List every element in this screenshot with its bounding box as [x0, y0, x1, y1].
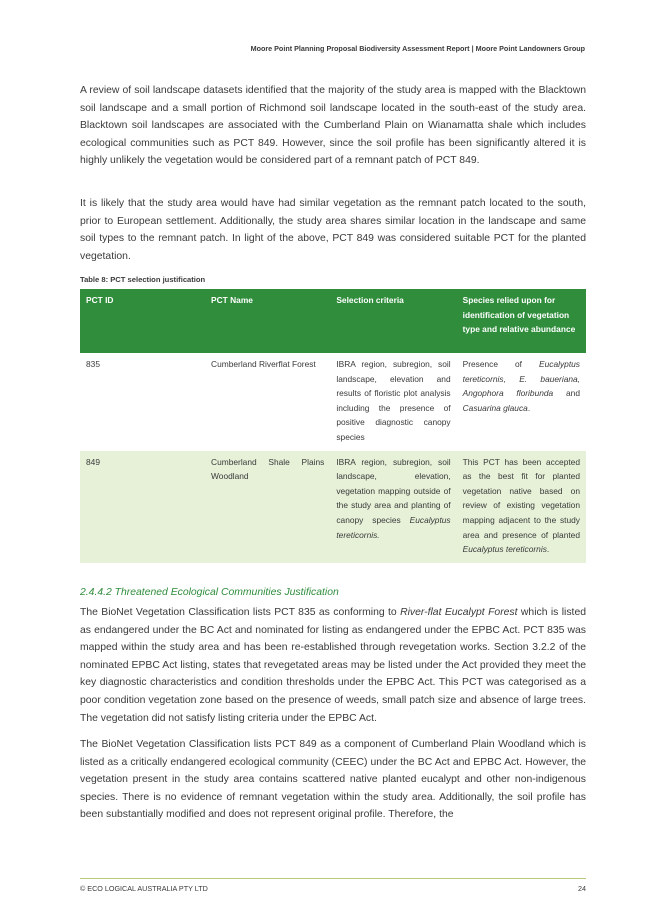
- species-name-italic: Eucalyptus tereticornis: [462, 544, 547, 555]
- cell-selection-criteria: IBRA region, subregion, soil landscape, elevation and results of floristic plot analysis including the presence of positive diagnostic canopy species: [330, 353, 456, 451]
- table-row: [80, 451, 586, 563]
- community-name-italic: River-flat Eucalypt Forest: [400, 607, 518, 618]
- pct-selection-table: [80, 289, 586, 563]
- section-subheading: 2.4.4.2 Threatened Ecological Communities Justification: [80, 587, 339, 598]
- criteria-text: IBRA region, subregion, soil landscape, elevation, vegetation mapping outside of the study area and planting of canopy species: [336, 456, 451, 525]
- criteria-species-italic: Eucalyptus tereticornis.: [336, 514, 451, 540]
- cell-pct-name: Cumberland Shale Plains Woodland: [205, 451, 330, 563]
- cell-pct-id: 835: [80, 353, 205, 451]
- paragraph-text: which is listed as endangered under the BC Act and nominated for listing as endangered under the EPBC Act. PCT 835 was mapped within the study area and has been re-established through revegetation works. Section 3.2.2 of the nominated EPBC Act listing, states that revegetated areas may be listed under the Act provided they meet the key diagnostic characteristics and condition thresholds under the EPBC Act. This PCT was categorised as a poor condition vegetation zone based on the presence of weeds, small patch size and absence of large trees. The vegetation did not satisfy listing criteria under the EPBC Act.: [80, 607, 586, 724]
- paragraph-soil-landscape: A review of soil landscape datasets identified that the majority of the study area is mapped with the Blacktown soil landscape and a small portion of Richmond soil landscape located in the south-east of the study area. Blacktown soil landscapes are associated with the Cumberland Plain on Wianamatta shale which includes ecological communities such as PCT 849. However, since the soil profile has been significantly altered it is highly unlikely the vegetation would be considered part of a remnant patch of PCT 849.: [80, 85, 586, 167]
- species-name-italic: Casuarina glauca: [462, 402, 528, 413]
- footer-copyright: © ECO LOGICAL AUSTRALIA PTY LTD: [80, 884, 208, 893]
- species-text: and: [553, 388, 580, 399]
- page-number: 24: [578, 884, 586, 893]
- cell-selection-criteria: [330, 451, 456, 563]
- running-header: Moore Point Planning Proposal Biodiversity Assessment Report | Moore Point Landowners Group: [250, 44, 585, 53]
- species-text: This PCT has been accepted as the best fit for planted vegetation native based on review of existing vegetation mapping adjacent to the study area and presence of planted: [462, 456, 580, 540]
- species-text: .: [546, 544, 550, 555]
- species-text: Presence of: [462, 359, 540, 369]
- paragraph-pct-suitability: It is likely that the study area would have had similar vegetation as the remnant patch located to the south, prior to European settlement. Additionally, the study area shares similar location in the landscape and same soil types to the remnant patch. In light of the above, PCT 849 was considered suitable PCT for the planted vegetation.: [80, 198, 586, 262]
- table-row: [80, 353, 586, 451]
- species-names-italic: Eucalyptus tereticornis, E. baueriana, Angophora floribunda: [462, 359, 580, 399]
- paragraph-pct-835: [80, 604, 586, 727]
- header-species: Species relied upon for identification of vegetation type and relative abundance: [457, 289, 586, 353]
- table-caption: Table 8: PCT selection justification: [80, 275, 206, 284]
- species-text: .: [527, 402, 531, 413]
- cell-species: [457, 353, 586, 451]
- header-pct-id: PCT ID: [80, 289, 205, 353]
- cell-species: [457, 451, 586, 563]
- cell-pct-name: Cumberland Riverflat Forest: [205, 353, 330, 451]
- paragraph-text: The BioNet Vegetation Classification lists PCT 835 as conforming to: [80, 607, 401, 618]
- header-pct-name: PCT Name: [205, 289, 330, 353]
- cell-pct-id: 849: [80, 451, 205, 563]
- header-selection-criteria: Selection criteria: [330, 289, 456, 353]
- footer-rule: [80, 878, 586, 879]
- paragraph-pct-849: The BioNet Vegetation Classification lists PCT 849 as a component of Cumberland Plain Woodland which is listed as a critically endangered ecological community (CEEC) under the BC Act and EPBC Act. However, the vegetation present in the study area contains scattered native planted eucalypt and other non-indigenous species. There is no evidence of remnant vegetation within the study area. Additionally, the soil profile has been substantially modified and does not represent original profile. Therefore, the: [80, 739, 586, 821]
- table-header-row: [80, 289, 586, 353]
